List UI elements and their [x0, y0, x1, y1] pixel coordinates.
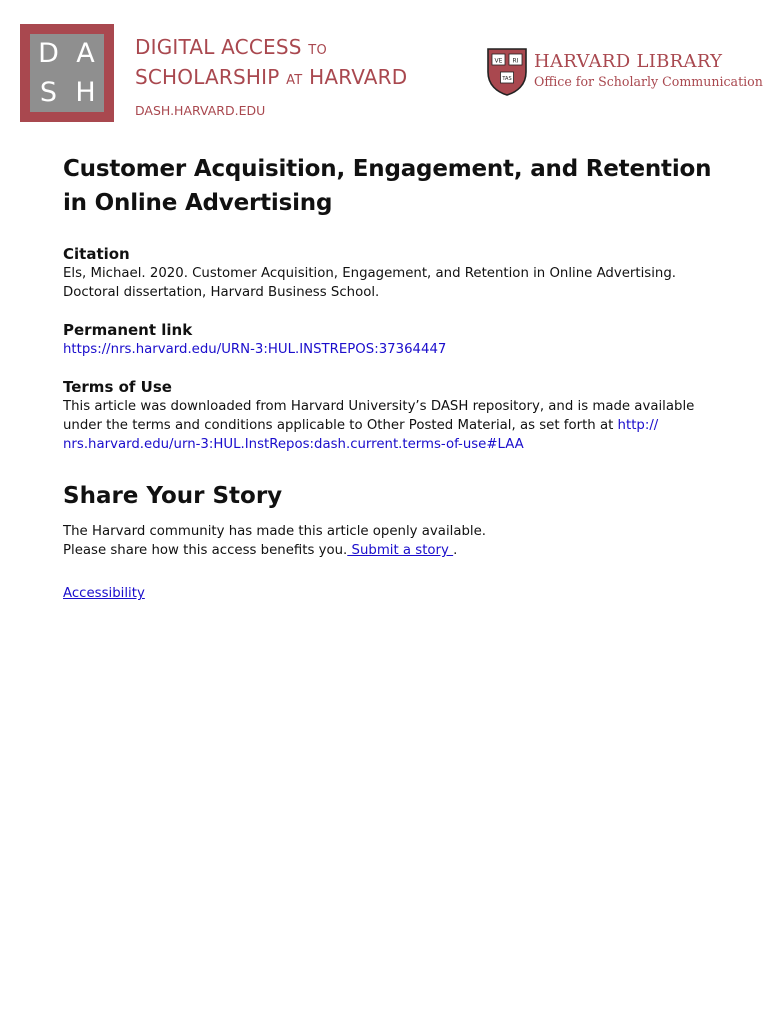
dash-logo-grid: [30, 34, 104, 112]
terms-of-use-heading: Terms of Use: [63, 378, 172, 396]
submit-story-link[interactable]: Submit a story: [347, 543, 454, 558]
dash-logo-letter-h: H: [75, 77, 96, 108]
share-line-2: [63, 541, 723, 560]
terms-of-use-link[interactable]: http:// nrs.harvard.edu/urn-3:HUL.InstRepos:dash.current.terms-of-use#LAA: [63, 418, 659, 452]
dash-logo-letter-d: D: [38, 38, 59, 69]
harvard-library-wordmark: [534, 51, 763, 91]
shield-text-ri: RI: [512, 57, 519, 65]
harvard-library-title: HARVARD LIBRARY: [534, 51, 723, 72]
accessibility-link[interactable]: Accessibility: [63, 586, 145, 601]
dash-wordmark-line1: [135, 34, 415, 64]
document-content: [63, 152, 723, 603]
dash-wordmark: [135, 34, 415, 120]
permanent-link-heading: Permanent link: [63, 321, 193, 339]
harvard-library-subtitle: Office for Scholarly Communication: [534, 74, 763, 89]
shield-book-left: [492, 54, 505, 65]
terms-of-use-text: This article was downloaded from Harvard University’s DASH repository, and is made available under the terms and conditions applicable to Other Posted Material, as set forth at: [63, 399, 695, 433]
citation-heading: Citation: [63, 245, 130, 263]
permanent-link-url[interactable]: https://nrs.harvard.edu/URN-3:HUL.INSTREPOS:37364447: [63, 342, 447, 357]
citation-text: Els, Michael. 2020. Customer Acquisition, Engagement, and Retention in Online Advertising. Doctoral dissertation, Harvard Business School.: [63, 266, 677, 300]
dash-wordmark-harvard: HARVARD: [309, 65, 408, 89]
shield-text-ve: VE: [494, 57, 503, 65]
dash-wordmark-at: AT: [286, 73, 303, 88]
permanent-link-line: [63, 340, 723, 359]
share-line-1: The Harvard community has made this article openly available.: [63, 524, 487, 539]
dash-logo-letter-s: S: [39, 77, 58, 108]
share-line-2-text: Please share how this access benefits you.: [63, 543, 348, 558]
document-title: Customer Acquisition, Engagement, and Retention in Online Advertising: [63, 156, 712, 216]
dash-wordmark-line2: [135, 64, 415, 94]
permanent-link-section: [63, 320, 723, 359]
dash-url: DASH.HARVARD.EDU: [135, 103, 266, 118]
citation-section: [63, 244, 723, 302]
share-line-2-period: .: [453, 543, 458, 558]
harvard-shield-icon: [487, 48, 527, 96]
share-your-story-body: [63, 522, 723, 560]
dash-wordmark-digital-access: DIGITAL ACCESS: [135, 35, 302, 59]
share-your-story-heading: Share Your Story: [63, 483, 283, 509]
shield-text-tas: TAS: [502, 76, 512, 82]
shield-book-right: [509, 54, 522, 65]
dash-wordmark-to: TO: [308, 43, 327, 58]
terms-of-use-section: [63, 377, 723, 454]
dash-wordmark-scholarship: SCHOLARSHIP: [135, 65, 280, 89]
terms-of-use-paragraph: [63, 397, 723, 454]
dash-logo-letter-a: A: [76, 38, 95, 69]
shield-book-bottom: [501, 72, 514, 83]
dash-logo: [20, 24, 114, 122]
